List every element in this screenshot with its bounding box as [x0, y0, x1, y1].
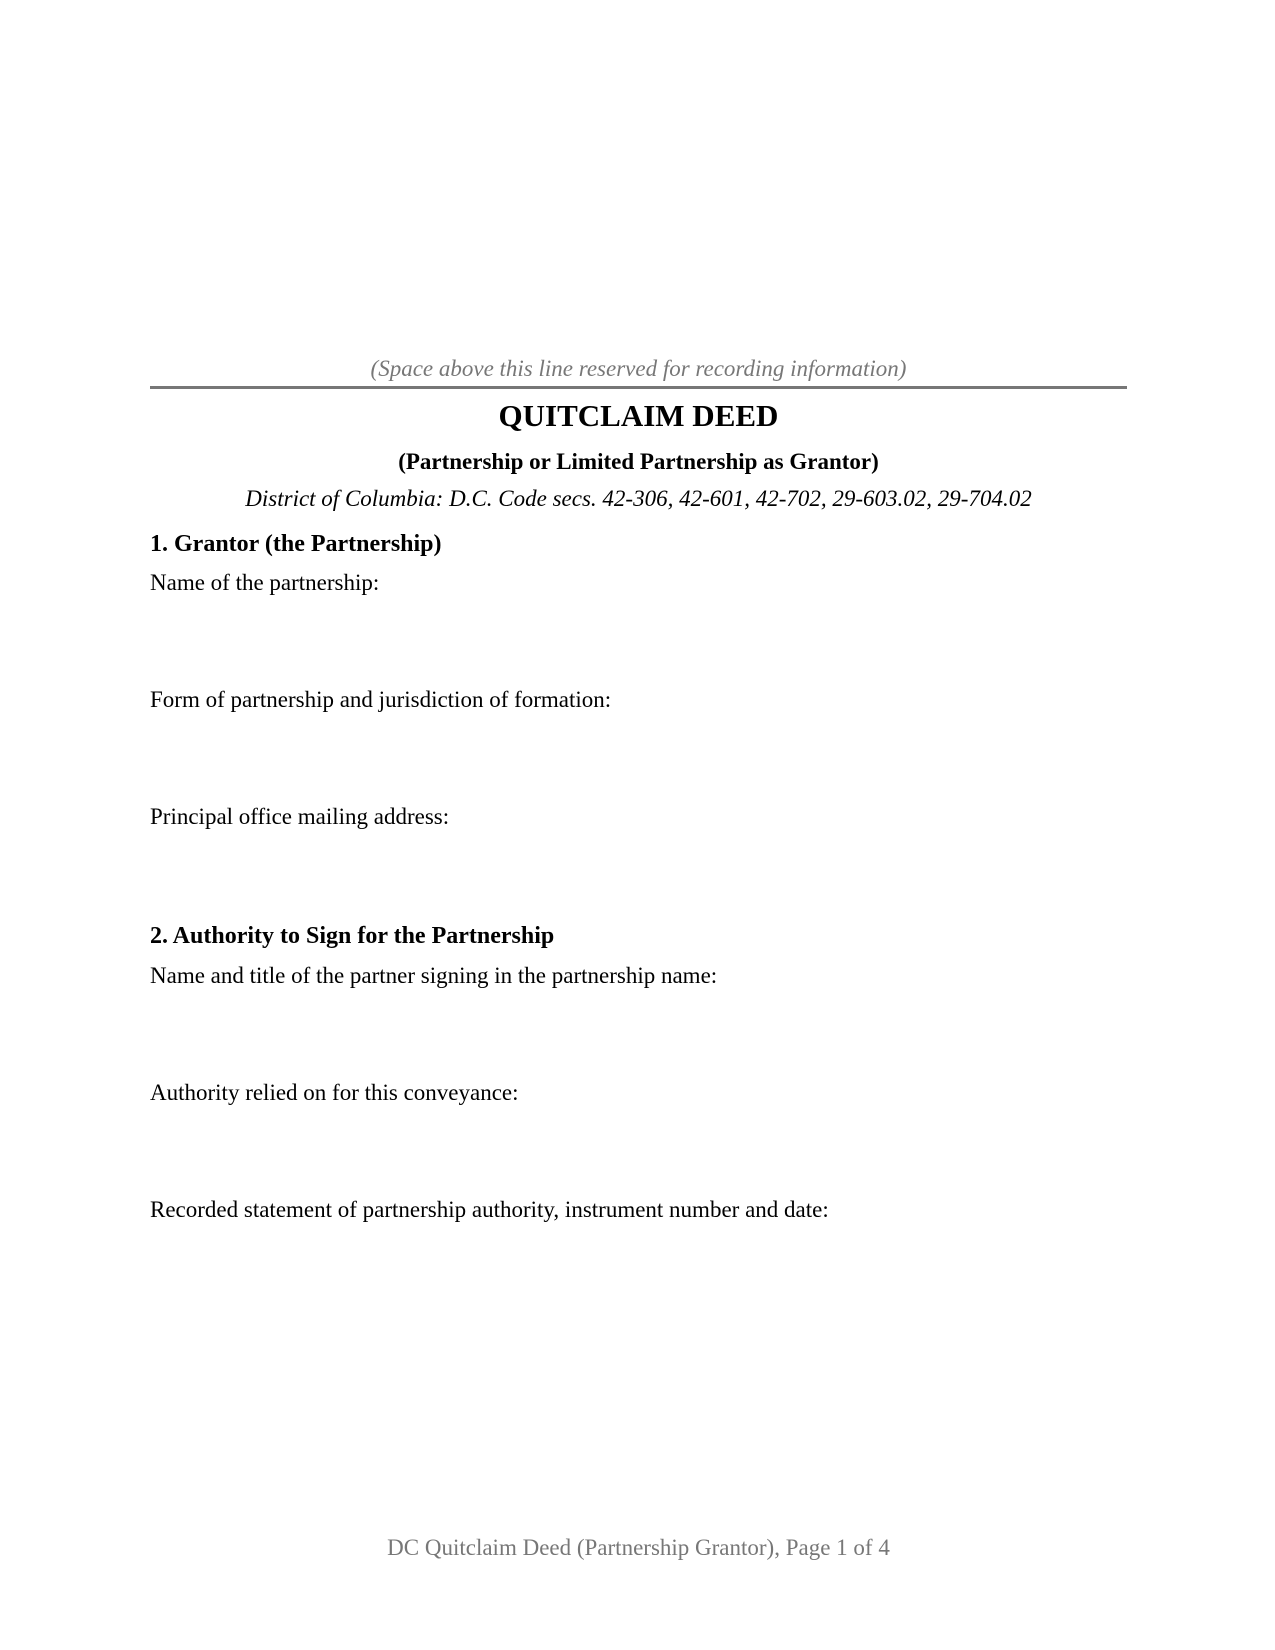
field-label-recorded-statement: Recorded statement of partnership authority, instrument number and date: — [150, 1197, 829, 1222]
statute-citation: District of Columbia: D.C. Code secs. 42-306, 42-601, 42-702, 29-603.02, 29-704.02 — [245, 486, 1032, 511]
document-title: QUITCLAIM DEED — [498, 398, 779, 433]
section-heading-grantor: 1. Grantor (the Partnership) — [150, 531, 442, 557]
page-footer: DC Quitclaim Deed (Partnership Grantor), Page 1 of 4 — [387, 1535, 890, 1560]
field-label-partnership-form: Form of partnership and jurisdiction of formation: — [150, 687, 612, 712]
field-label-partnership-name: Name of the partnership: — [150, 570, 380, 595]
field-label-authority-relied: Authority relied on for this conveyance: — [150, 1080, 519, 1105]
section-heading-authority: 2. Authority to Sign for the Partnership — [150, 923, 555, 949]
recording-space-note: (Space above this line reserved for recording information) — [370, 356, 907, 381]
field-label-signing-partner: Name and title of the partner signing in the partnership name: — [150, 963, 718, 988]
recording-divider-line — [150, 386, 1127, 389]
document-subtitle: (Partnership or Limited Partnership as Grantor) — [398, 449, 879, 474]
field-label-office-address: Principal office mailing address: — [150, 804, 450, 829]
